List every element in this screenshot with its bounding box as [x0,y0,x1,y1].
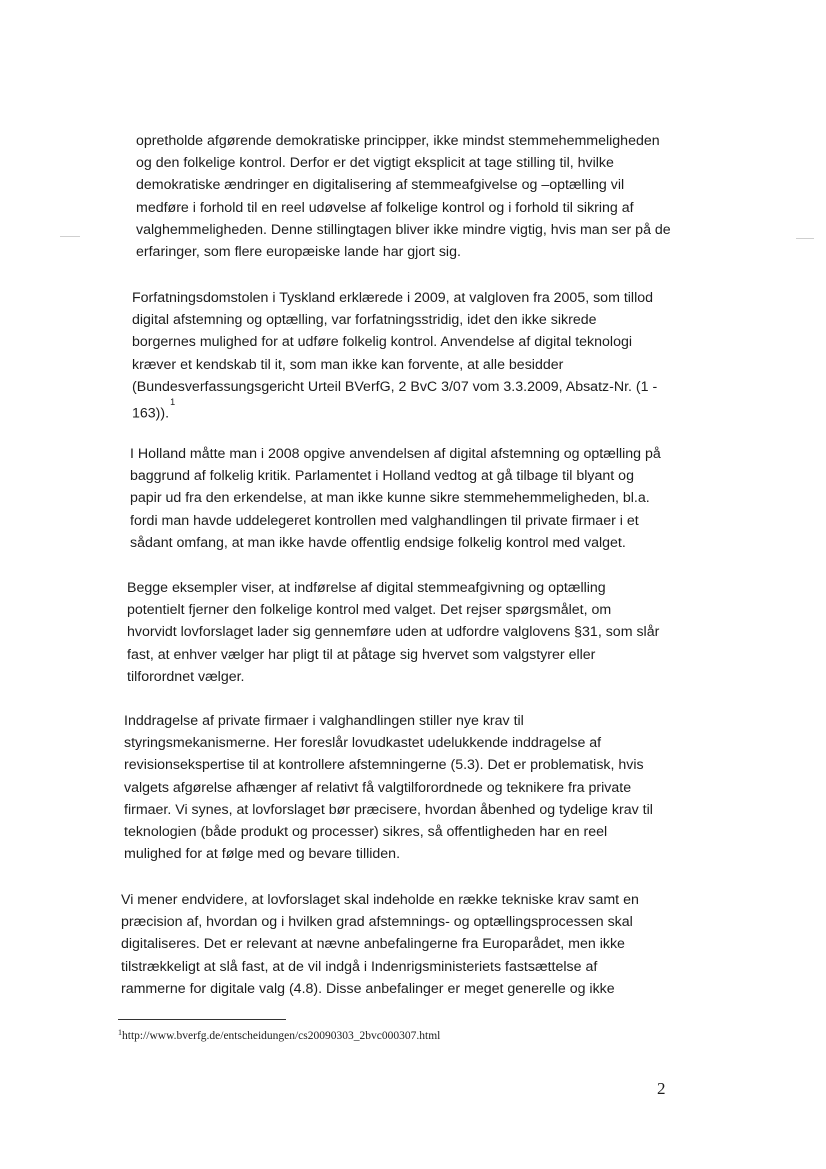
paragraph-holland [130,443,661,554]
text-line: fast, at enhver vælger har pligt til at påtage sig hvervet som valgstyrer eller [127,646,596,663]
footnote-link[interactable]: http://www.bverfg.de/entscheidungen/cs20090303_2bvc000307.html [122,1030,441,1042]
text-line: og den folkelige kontrol. Derfor er det vigtigt eksplicit at tage stilling til, hvilke [136,155,614,172]
paragraph-democratic-principles [136,130,671,263]
text-line: valgets afgørelse afhænger af relativt få valgtilforordnede og teknikere fra private [124,779,632,796]
text-line: fordi man havde uddelegeret kontrollen med valghandlingen til private firmaer i et [130,512,639,529]
text-line: papir ud fra den erkendelse, at man ikke kunne sikre stemmehemmeligheden, bl.a. [130,490,650,507]
text-line: I Holland måtte man i 2008 opgive anvendelsen af digital afstemning og optælling på [130,446,661,462]
text-line: Vi mener endvidere, at lovforslaget skal indeholde en række tekniske krav samt en [121,892,639,908]
footnote-mark: 1 [118,1028,122,1037]
text-line: erfaringer, som flere europæiske lande har gjort sig. [136,243,461,260]
text-line: opretholde afgørende demokratiske principper, ikke mindst stemmehemmeligheden [136,133,660,149]
text-line: Begge eksempler viser, at indførelse af digital stemmeafgivning og optælling [127,580,606,596]
text-line: styringsmekanismerne. Her foreslår lovudkastet udelukkende inddragelse af [124,735,602,752]
text-line: digitaliseres. Det er relevant at nævne anbefalingerne fra Europarådet, men ikke [121,936,625,953]
text-line: digital afstemning og optælling, var forfatningsstridig, idet den ikke sikrede [132,312,597,329]
text-line: mulighed for at følge med og bevare tilliden. [124,846,401,863]
text-line: medføre i forhold til en reel udøvelse af folkelige kontrol og i forhold til sikring af [136,199,634,216]
text-line: Inddragelse af private firmaer i valghandlingen stiller nye krav til [124,713,524,729]
paragraph-private-firms [124,710,653,865]
scan-artifact-left [60,236,80,237]
text-line-end: 163)). [132,405,170,422]
text-line: demokratiske ændringer en digitalisering af stemmeafgivelse og –optælling vil [136,177,625,194]
footnote-separator [118,1019,286,1020]
text-line: valghemmeligheden. Denne stillingtagen bliver ikke mindre vigtig, hvis man ser på de [136,221,671,238]
text-line: borgernes mulighed for at udføre folkelig kontrol. Anvendelse af digital teknologi [132,334,633,351]
text-line [132,398,657,420]
text-line: (Bundesverfassungsgericht Urteil BVerfG, 2 BvC 3/07 vom 3.3.2009, Absatz-Nr. (1 - [132,378,658,395]
scan-artifact-right [796,238,814,239]
text-line: tilforordnet vælger. [127,668,245,685]
text-line: firmaer. Vi synes, at lovforslaget bør præcisere, hvordan åbenhed og tydelige krav til [124,801,653,818]
text-line: sådant omfang, at man ikke havde offentlig endsige folkelig kontrol med valget. [130,534,626,551]
paragraph-examples [127,577,659,688]
page-number: 2 [657,1079,666,1098]
paragraph-technical-requirements [121,889,639,1000]
footnote [118,1030,440,1042]
text-line: hvorvidt lovforslaget lader sig gennemføre uden at udfordre valglovens §31, som slår [127,624,660,641]
text-line: revisionsekspertise til at kontrollere afstemningerne (5.3). Det er problematisk, hvis [124,757,644,774]
text-line: rammerne for digitale valg (4.8). Disse anbefalinger er meget generelle og ikke [121,980,615,997]
text-line: baggrund af folkelig kritik. Parlamentet i Holland vedtog at gå tilbage til blyant og [130,468,634,485]
text-line: Forfatningsdomstolen i Tyskland erklærede i 2009, at valgloven fra 2005, som tillod [132,290,654,306]
paragraph-germany [132,287,657,420]
text-line: teknologien (både produkt og processer) sikres, så offentligheden har en reel [124,823,608,840]
text-line: tilstrækkeligt at slå fast, at de vil indgå i Indenrigsministeriets fastsættelse af [121,958,598,975]
text-line: præcision af, hvordan og i hvilken grad afstemnings- og optællingsprocessen skal [121,914,633,931]
text-line: kræver et kendskab til it, som man ikke kan forvente, at alle besidder [132,356,564,373]
text-line: potentielt fjerner den folkelige kontrol med valget. Det rejser spørgsmålet, om [127,602,612,619]
footnote-reference: 1 [170,396,176,407]
